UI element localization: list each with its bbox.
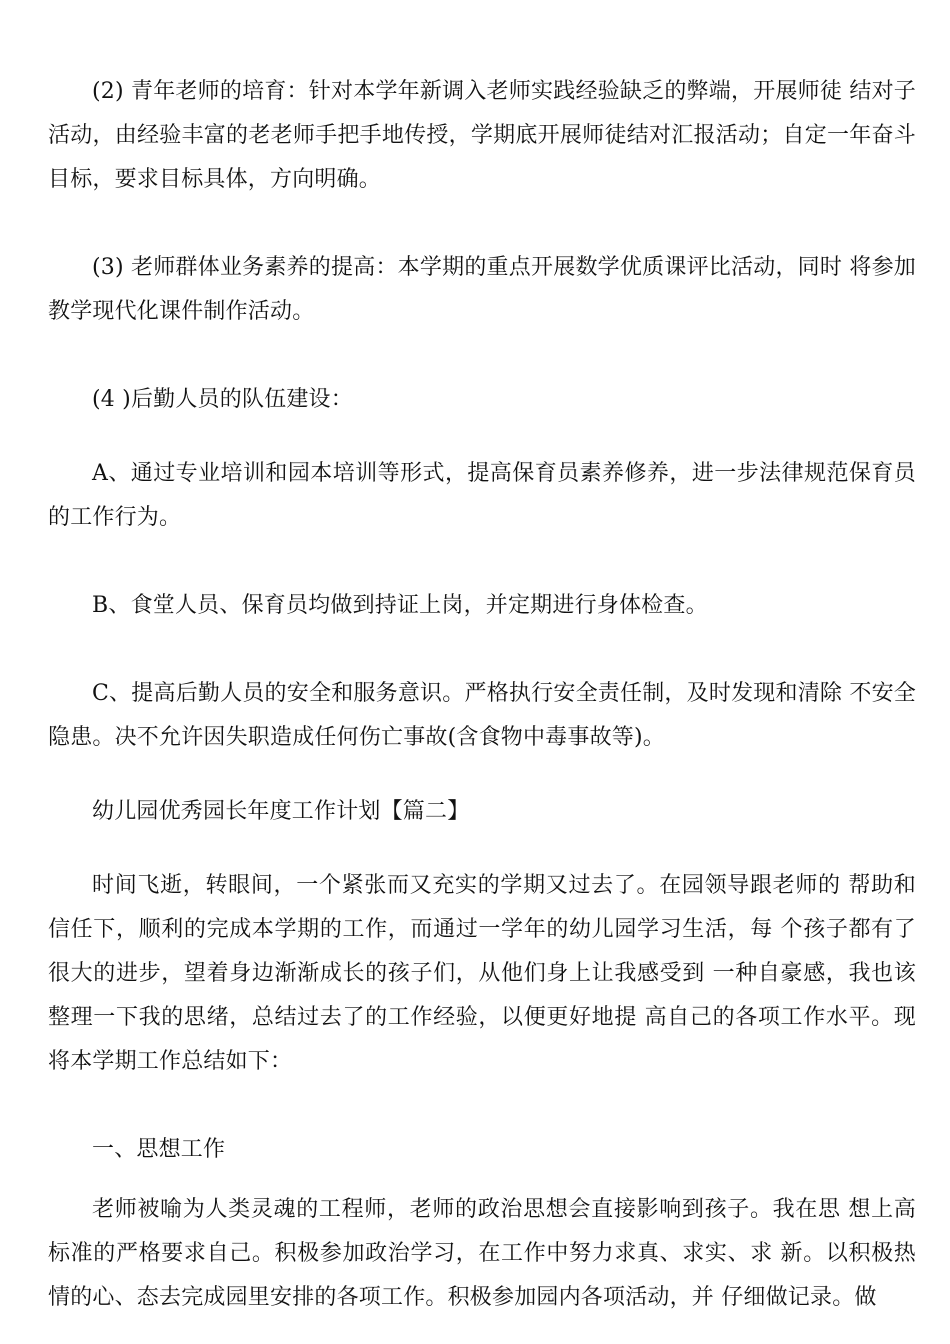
paragraph-teacher-quality: (3) 老师群体业务素养的提高：本学期的重点开展数学优质课评比活动，同时 将参加教学现代化课件制作活动。 — [48, 255, 916, 324]
paragraph-ideology-work: 老师被喻为人类灵魂的工程师，老师的政治思想会直接影响到孩子。我在思 想上高标准的严格要求自己。积极参加政治学习，在工作中努力求真、求实、求 新。以积极热情的心、态去完成园里安排的各项工作。积极参加园内各项活动，并 仔细做记录。做 — [48, 1197, 916, 1310]
paragraph-logistics-heading: (4 )后勤人员的队伍建设： — [92, 387, 353, 412]
section-title-part-two: 幼儿园优秀园长年度工作计划【篇二】 — [92, 799, 470, 824]
paragraph-item-c: C、提高后勤人员的安全和服务意识。严格执行安全责任制，及时发现和清除 不安全隐患。决不允许因失职造成任何伤亡事故(含食物中毒事故等)。 — [48, 681, 916, 750]
paragraph-intro-summary: 时间飞逝，转眼间，一个紧张而又充实的学期又过去了。在园领导跟老师的 帮助和信任下，顺利的完成本学期的工作，而通过一学年的幼儿园学习生活，每 个孩子都有了很大的进步，望着身边渐渐成长的孩子们，从他们身上让我感受到 一种自豪感，我也该整理一下我的思绪，总结过去了的工作经验，以便更好地提 高自己的各项工作水平。现将本学期工作总结如下： — [48, 873, 916, 1074]
document-page — [48, 70, 916, 1320]
paragraph-item-b: B、食堂人员、保育员均做到持证上岗，并定期进行身体检查。 — [92, 593, 708, 618]
section-heading-ideology: 一、思想工作 — [92, 1137, 226, 1162]
paragraph-youth-teacher-training: (2) 青年老师的培育：针对本学年新调入老师实践经验缺乏的弊端，开展师徒 结对子活动，由经验丰富的老老师手把手地传授，学期底开展师徒结对汇报活动；自定一年奋斗目标，要求目标具体，方向明确。 — [48, 79, 916, 192]
paragraph-item-a: A、通过专业培训和园本培训等形式，提高保育员素养修养，进一步法律规范保育员的工作行为。 — [48, 461, 916, 530]
